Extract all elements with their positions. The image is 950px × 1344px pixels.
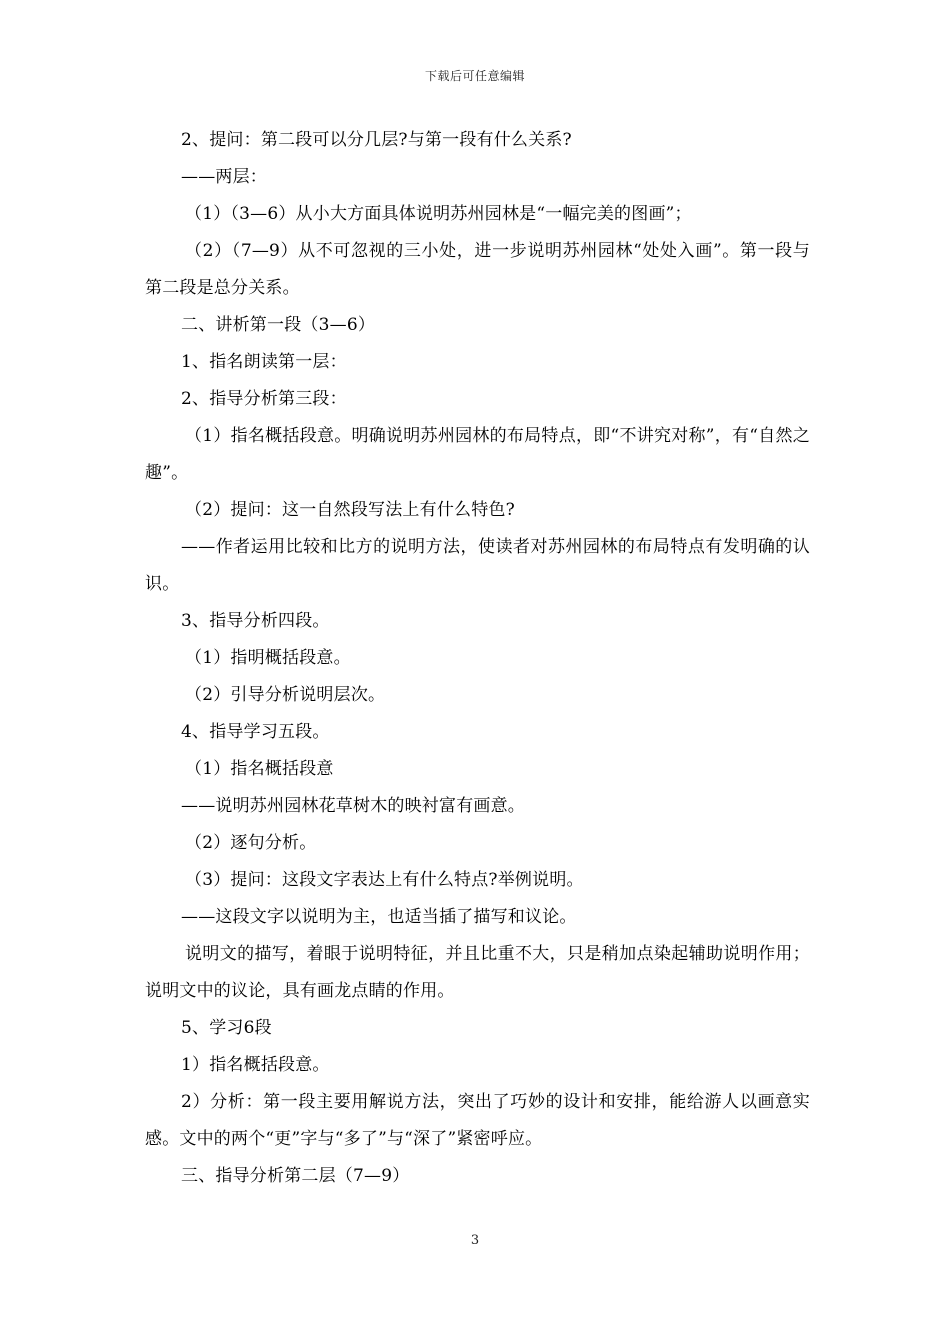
list-item: （2）提问：这一自然段写法上有什么特色? [185,500,515,520]
list-item: （2）引导分析说明层次。 [185,685,386,705]
answer-line: ——这段文字以说明为主，也适当插了描写和议论。 [181,907,577,927]
analysis-paragraph: 2）分析：第一段主要用解说方法，突出了巧妙的设计和安排，能给游人以画意实感。文中的两个“更”字与“多了”与“深了”紧密呼应。 [145,1092,810,1149]
answer-line: ——说明苏州园林花草树木的映衬富有画意。 [181,796,525,816]
list-item: 1）指名概括段意。 [181,1055,330,1075]
question-line: 2、提问：第二段可以分几层?与第一段有什么关系? [181,130,572,150]
step-line: 5、学习6段 [181,1018,272,1038]
document-body [145,122,810,1195]
list-item: （3）提问：这段文字表达上有什么特点?举例说明。 [185,870,584,890]
list-item: （1）指名概括段意 [185,759,334,779]
list-item: （2）逐句分析。 [185,833,317,853]
list-item-paragraph: （2）（7—9）从不可忽视的三小处，进一步说明苏州园林“处处入画”。第一段与第二段是总分关系。 [145,241,810,298]
list-item-paragraph: （1）指名概括段意。明确说明苏州园林的布局特点，即“不讲究对称”，有“自然之趣”。 [145,426,810,483]
list-item: （1）（3—6）从小大方面具体说明苏州园林是“一幅完美的图画”； [185,204,692,224]
section-heading: 二、讲析第一段（3—6） [181,315,376,335]
answer-line: ——两层： [181,167,267,187]
section-heading: 三、指导分析第二层（7—9） [181,1166,410,1186]
step-line: 4、指导学习五段。 [181,722,330,742]
page-header: 下载后可任意编辑 [424,69,525,83]
page-number: 3 [470,1233,480,1248]
step-line: 2、指导分析第三段： [181,389,347,409]
answer-paragraph: ——作者运用比较和比方的说明方法，使读者对苏州园林的布局特点有发明确的认识。 [145,537,810,594]
step-line: 3、指导分析四段。 [181,611,330,631]
list-item: （1）指明概括段意。 [185,648,351,668]
step-line: 1、指名朗读第一层： [181,352,347,372]
explanation-paragraph: 说明文的描写，着眼于说明特征，并且比重不大，只是稍加点染起辅助说明作用；说明文中的议论，具有画龙点睛的作用。 [145,944,810,1001]
